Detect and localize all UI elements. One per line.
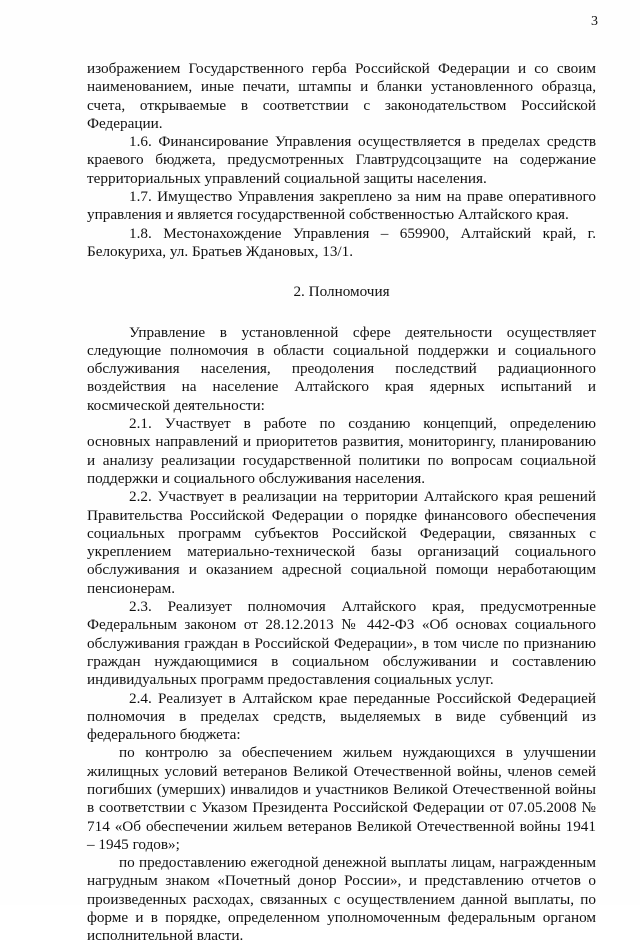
section-heading-powers: 2. Полномочия	[293, 283, 390, 301]
paragraph-1-7: 1.7. Имущество Управления закреплено за ним на праве оперативного управления и является государственной собственностью Алтайского края.	[87, 188, 596, 224]
paragraph-1-6: 1.6. Финансирование Управления осуществляется в пределах средств краевого бюджета, предусмотренных Главтрудсоцзащите на содержание территориальных управлений социальной защиты населения.	[87, 133, 596, 187]
paragraph-housing-control: по контролю за обеспечением жильем нуждающихся в улучшении жилищных условий ветеранов Великой Отечественной войны, членов семей погибших (умерших) инвалидов и участников Великой Отечественной войны в соответствии с Указом Президента Российской Федерации от 07.05.2008 № 714 «Об обеспечении жильем ветеранов Великой Отечественной войны 1941 – 1945 годов»;	[87, 744, 596, 853]
paragraph-2-1: 2.1. Участвует в работе по созданию концепций, определению основных направлений и приоритетов развития, мониторингу, планированию и анализу реализации государственной политики по вопросам социальной поддержки и социального обслуживания населения.	[87, 415, 596, 487]
page-number: 3	[591, 14, 598, 29]
paragraph-2-2: 2.2. Участвует в реализации на территории Алтайского края решений Правительства Российской Федерации о порядке финансового обеспечения социальных программ субъектов Российской Федерации, связанных с укреплением материально-технической базы организаций социального обслуживания и оказанием адресной социальной помощи неработающим пенсионерам.	[87, 488, 596, 597]
document-body	[87, 60, 596, 946]
paragraph-coat-of-arms: изображением Государственного герба Российской Федерации и со своим наименованием, иные печати, штампы и бланки установленного образца, счета, открываемые в соответствии с законодательством Российской Федерации.	[87, 60, 596, 132]
paragraph-2-4: 2.4. Реализует в Алтайском крае переданные Российской Федерацией полномочия в пределах средств, выделяемых в виде субвенций из федерального бюджета:	[87, 689, 596, 744]
paragraph-2-3: 2.3. Реализует полномочия Алтайского края, предусмотренные Федеральным законом от 28.12.2013 № 442-ФЗ «Об основах социального обслуживания граждан в Российской Федерации», в том числе по признанию граждан нуждающимися в социальном обслуживании и составлению индивидуальных программ предоставления социальных услуг.	[87, 598, 596, 689]
paragraph-donor-payment: по предоставлению ежегодной денежной выплаты лицам, награжденным нагрудным знаком «Почетный донор России», и представлению отчетов о произведенных расходах, связанных с осуществлением данной выплаты, по форме и в порядке, определенном уполномоченным федеральным органом исполнительной власти.	[87, 854, 596, 945]
paragraph-1-8: 1.8. Местонахождение Управления – 659900, Алтайский край, г. Белокуриха, ул. Братьев Ждановых, 13/1.	[87, 224, 596, 260]
paragraph-powers-intro: Управление в установленной сфере деятельности осуществляет следующие полномочия в области социальной поддержки и социального обслуживания населения, преодоления последствий радиационного воздействия на население Алтайского края ядерных испытаний и космической деятельности:	[87, 323, 596, 414]
